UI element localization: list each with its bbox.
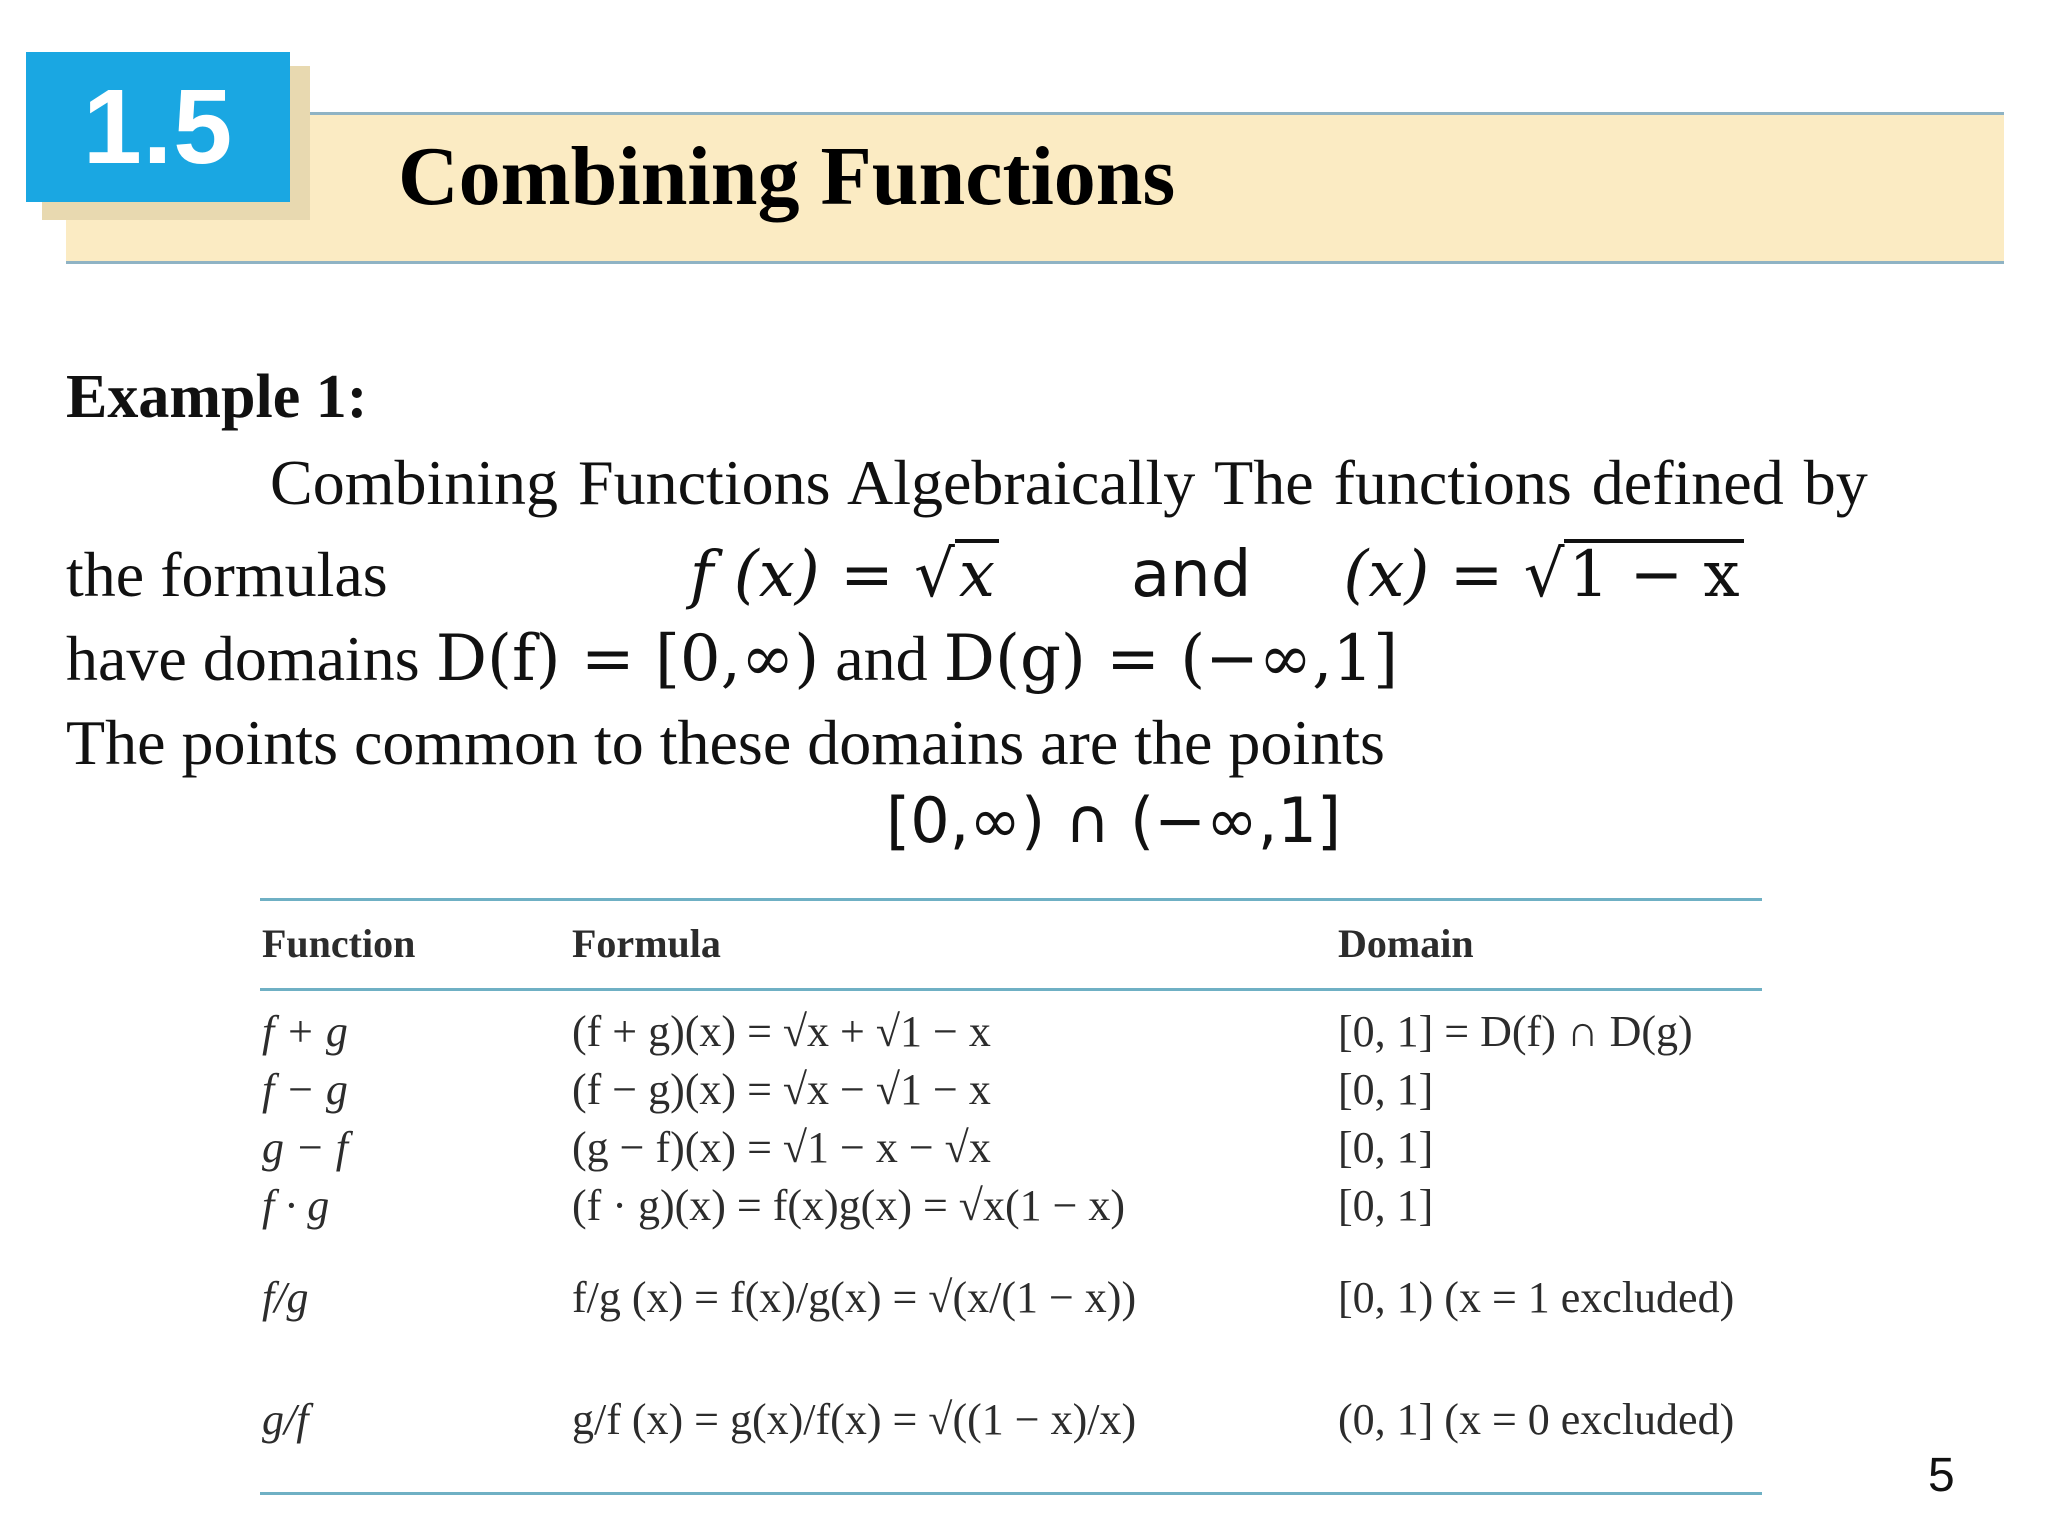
g-definition-lhs: (x) = xyxy=(1343,538,1524,612)
table-row-5-formula: f/g (x) = f(x)/g(x) = √(x/(1 − x)) xyxy=(572,1273,1137,1322)
example-heading: Example 1: xyxy=(66,363,368,431)
table-row-6-function: g/f xyxy=(262,1395,309,1444)
table-row-3-domain: [0, 1] xyxy=(1338,1123,1434,1172)
table-header-domain: Domain xyxy=(1338,921,1474,966)
table-row-2-domain: [0, 1] xyxy=(1338,1065,1434,1114)
table-top-rule xyxy=(260,898,1762,901)
table-row-4-function: f · g xyxy=(262,1181,330,1230)
formula-definitions: the formulas f (x) = √x and (x) = √1 − x xyxy=(66,538,1744,612)
domain-intersection: [0,∞) ∩ (−∞,1] xyxy=(886,784,1342,857)
domains-prefix: have domains xyxy=(66,623,420,694)
table-row-6-formula: g/f (x) = g(x)/f(x) = √((1 − x)/x) xyxy=(572,1395,1137,1444)
common-points-text: The points common to these domains are the points xyxy=(66,707,1385,778)
g-definition-radicand: 1 − x xyxy=(1564,539,1743,607)
domains-statement xyxy=(66,622,1398,696)
example-intro: Combining Functions Algebraically The functions defined by xyxy=(270,447,1868,518)
table-header-rule xyxy=(260,988,1762,991)
table-bottom-rule xyxy=(260,1492,1762,1495)
table-row-4-domain: [0, 1] xyxy=(1338,1181,1434,1230)
table-row-6-domain: (0, 1] (x = 0 excluded) xyxy=(1338,1395,1735,1444)
table-row-3-function: g − f xyxy=(262,1123,348,1172)
table-row-5-domain: [0, 1) (x = 1 excluded) xyxy=(1338,1273,1735,1322)
and-word: and xyxy=(1130,538,1252,612)
table-row-1-function: f + g xyxy=(262,1007,348,1056)
domain-f: D(f) = [0,∞) xyxy=(435,622,820,696)
domains-and: and xyxy=(835,623,928,694)
table-header-function: Function xyxy=(262,921,416,966)
page-title: Combining Functions xyxy=(398,129,1176,223)
table-row-3-formula: (g − f)(x) = √1 − x − √x xyxy=(572,1123,991,1172)
table-row-4-formula: (f · g)(x) = f(x)g(x) = √x(1 − x) xyxy=(572,1181,1126,1230)
f-definition-lhs: f (x) = xyxy=(689,538,915,612)
table-row-1-domain: [0, 1] = D(f) ∩ D(g) xyxy=(1338,1007,1693,1056)
formulas-prefix: the formulas xyxy=(66,539,388,610)
table-header-formula: Formula xyxy=(572,921,721,966)
domain-g: D(g) = (−∞,1] xyxy=(943,622,1399,696)
page-number: 5 xyxy=(1928,1449,1955,1502)
f-definition-radicand: x xyxy=(955,539,999,607)
table-row-2-function: f − g xyxy=(262,1065,348,1114)
section-number-badge: 1.5 xyxy=(26,52,290,202)
table-row-1-formula: (f + g)(x) = √x + √1 − x xyxy=(572,1007,991,1056)
table-row-2-formula: (f − g)(x) = √x − √1 − x xyxy=(572,1065,991,1114)
table-row-5-function: f/g xyxy=(262,1273,309,1322)
